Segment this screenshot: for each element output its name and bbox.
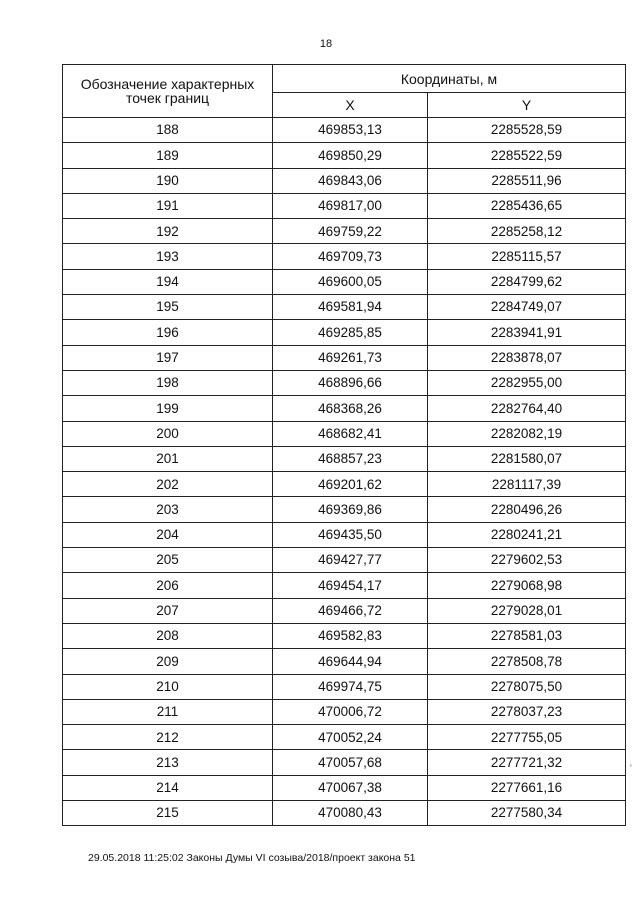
- x-coordinate-cell: 469454,17: [273, 573, 428, 598]
- y-coordinate-cell: 2283941,91: [428, 320, 626, 345]
- y-coordinate-cell: 2279068,98: [428, 573, 626, 598]
- y-coordinate-cell: 2280241,21: [428, 522, 626, 547]
- x-coordinate-cell: 470057,68: [273, 750, 428, 775]
- y-coordinate-cell: 2281580,07: [428, 446, 626, 471]
- table-row: [63, 623, 626, 648]
- y-coordinate-cell: 2277721,32: [428, 750, 626, 775]
- point-number-cell: 207: [63, 598, 273, 623]
- y-coordinate-cell: 2277661,16: [428, 775, 626, 800]
- y-coordinate-cell: 2284749,07: [428, 295, 626, 320]
- table-row: [63, 446, 626, 471]
- y-coordinate-cell: 2277755,05: [428, 725, 626, 750]
- x-coordinate-cell: 469843,06: [273, 168, 428, 193]
- point-number-cell: 196: [63, 320, 273, 345]
- table-row: [63, 674, 626, 699]
- point-number-cell: 190: [63, 168, 273, 193]
- table-row: [63, 345, 626, 370]
- table-row: [63, 548, 626, 573]
- x-coordinate-cell: 469644,94: [273, 649, 428, 674]
- y-coordinate-cell: 2278581,03: [428, 623, 626, 648]
- y-coordinate-cell: 2278075,50: [428, 674, 626, 699]
- x-coordinate-cell: 469369,86: [273, 497, 428, 522]
- y-coordinate-cell: 2282955,00: [428, 370, 626, 395]
- point-number-cell: 188: [63, 118, 273, 143]
- y-coordinate-cell: 2282764,40: [428, 396, 626, 421]
- y-coordinate-cell: 2279602,53: [428, 548, 626, 573]
- y-column-header: Y: [428, 93, 626, 118]
- point-number-cell: 194: [63, 269, 273, 294]
- x-coordinate-cell: 468857,23: [273, 446, 428, 471]
- table-row: [63, 750, 626, 775]
- table-row: [63, 295, 626, 320]
- coordinates-header: Координаты, м: [273, 65, 626, 93]
- table-row: [63, 193, 626, 218]
- point-number-cell: 206: [63, 573, 273, 598]
- x-coordinate-cell: 469285,85: [273, 320, 428, 345]
- x-coordinate-cell: 469427,77: [273, 548, 428, 573]
- table-row: [63, 472, 626, 497]
- point-number-cell: 199: [63, 396, 273, 421]
- point-number-cell: 193: [63, 244, 273, 269]
- x-coordinate-cell: 470067,38: [273, 775, 428, 800]
- y-coordinate-cell: 2285522,59: [428, 143, 626, 168]
- y-coordinate-cell: 2278508,78: [428, 649, 626, 674]
- table-row: [63, 497, 626, 522]
- x-coordinate-cell: 470006,72: [273, 699, 428, 724]
- table-row: [63, 649, 626, 674]
- y-coordinate-cell: 2281117,39: [428, 472, 626, 497]
- x-coordinate-cell: 469582,83: [273, 623, 428, 648]
- point-number-cell: 198: [63, 370, 273, 395]
- x-coordinate-cell: 469201,62: [273, 472, 428, 497]
- y-coordinate-cell: 2284799,62: [428, 269, 626, 294]
- x-coordinate-cell: 469466,72: [273, 598, 428, 623]
- x-coordinate-cell: 469581,94: [273, 295, 428, 320]
- x-coordinate-cell: 469261,73: [273, 345, 428, 370]
- point-number-cell: 202: [63, 472, 273, 497]
- y-coordinate-cell: 2282082,19: [428, 421, 626, 446]
- point-number-cell: 212: [63, 725, 273, 750]
- x-coordinate-cell: 470080,43: [273, 801, 428, 826]
- y-coordinate-cell: 2285511,96: [428, 168, 626, 193]
- table-row: [63, 573, 626, 598]
- x-coordinate-cell: 469435,50: [273, 522, 428, 547]
- point-number-cell: 213: [63, 750, 273, 775]
- point-number-cell: 214: [63, 775, 273, 800]
- y-coordinate-cell: 2279028,01: [428, 598, 626, 623]
- point-number-cell: 200: [63, 421, 273, 446]
- y-coordinate-cell: 2277580,34: [428, 801, 626, 826]
- table-row: [63, 320, 626, 345]
- table-row: [63, 118, 626, 143]
- margin-mark: ': [630, 763, 632, 773]
- x-coordinate-cell: 469759,22: [273, 219, 428, 244]
- table-row: [63, 396, 626, 421]
- y-coordinate-cell: 2285528,59: [428, 118, 626, 143]
- point-number-cell: 209: [63, 649, 273, 674]
- table-row: [63, 775, 626, 800]
- point-designation-header: Обозначение характерных точек границ: [63, 65, 273, 118]
- table-row: [63, 522, 626, 547]
- y-coordinate-cell: 2280496,26: [428, 497, 626, 522]
- footer-document-path: 29.05.2018 11:25:02 Законы Думы VI созыва/2018/проект закона 51: [88, 852, 416, 864]
- point-number-cell: 208: [63, 623, 273, 648]
- point-number-cell: 192: [63, 219, 273, 244]
- x-coordinate-cell: 468682,41: [273, 421, 428, 446]
- x-coordinate-cell: 469853,13: [273, 118, 428, 143]
- point-number-cell: 191: [63, 193, 273, 218]
- x-coordinate-cell: 469709,73: [273, 244, 428, 269]
- point-number-cell: 210: [63, 674, 273, 699]
- point-number-cell: 195: [63, 295, 273, 320]
- table-row: [63, 219, 626, 244]
- table-row: [63, 801, 626, 826]
- point-number-cell: 189: [63, 143, 273, 168]
- table-body: [63, 118, 626, 826]
- x-column-header: X: [273, 93, 428, 118]
- point-number-cell: 201: [63, 446, 273, 471]
- table-row: [63, 143, 626, 168]
- y-coordinate-cell: 2283878,07: [428, 345, 626, 370]
- point-number-cell: 197: [63, 345, 273, 370]
- table-row: [63, 244, 626, 269]
- point-number-cell: 215: [63, 801, 273, 826]
- table-row: [63, 699, 626, 724]
- point-number-cell: 205: [63, 548, 273, 573]
- y-coordinate-cell: 2285436,65: [428, 193, 626, 218]
- table-row: [63, 269, 626, 294]
- x-coordinate-cell: 469850,29: [273, 143, 428, 168]
- table-header: [63, 65, 626, 118]
- point-number-cell: 204: [63, 522, 273, 547]
- x-coordinate-cell: 468368,26: [273, 396, 428, 421]
- x-coordinate-cell: 468896,66: [273, 370, 428, 395]
- table-row: [63, 370, 626, 395]
- x-coordinate-cell: 470052,24: [273, 725, 428, 750]
- y-coordinate-cell: 2285258,12: [428, 219, 626, 244]
- x-coordinate-cell: 469600,05: [273, 269, 428, 294]
- x-coordinate-cell: 469974,75: [273, 674, 428, 699]
- y-coordinate-cell: 2285115,57: [428, 244, 626, 269]
- page-number: 18: [319, 38, 333, 50]
- table-row: [63, 725, 626, 750]
- y-coordinate-cell: 2278037,23: [428, 699, 626, 724]
- table-row: [63, 421, 626, 446]
- point-number-cell: 211: [63, 699, 273, 724]
- point-number-cell: 203: [63, 497, 273, 522]
- table-row: [63, 168, 626, 193]
- x-coordinate-cell: 469817,00: [273, 193, 428, 218]
- coordinates-table: [62, 64, 626, 826]
- table-row: [63, 598, 626, 623]
